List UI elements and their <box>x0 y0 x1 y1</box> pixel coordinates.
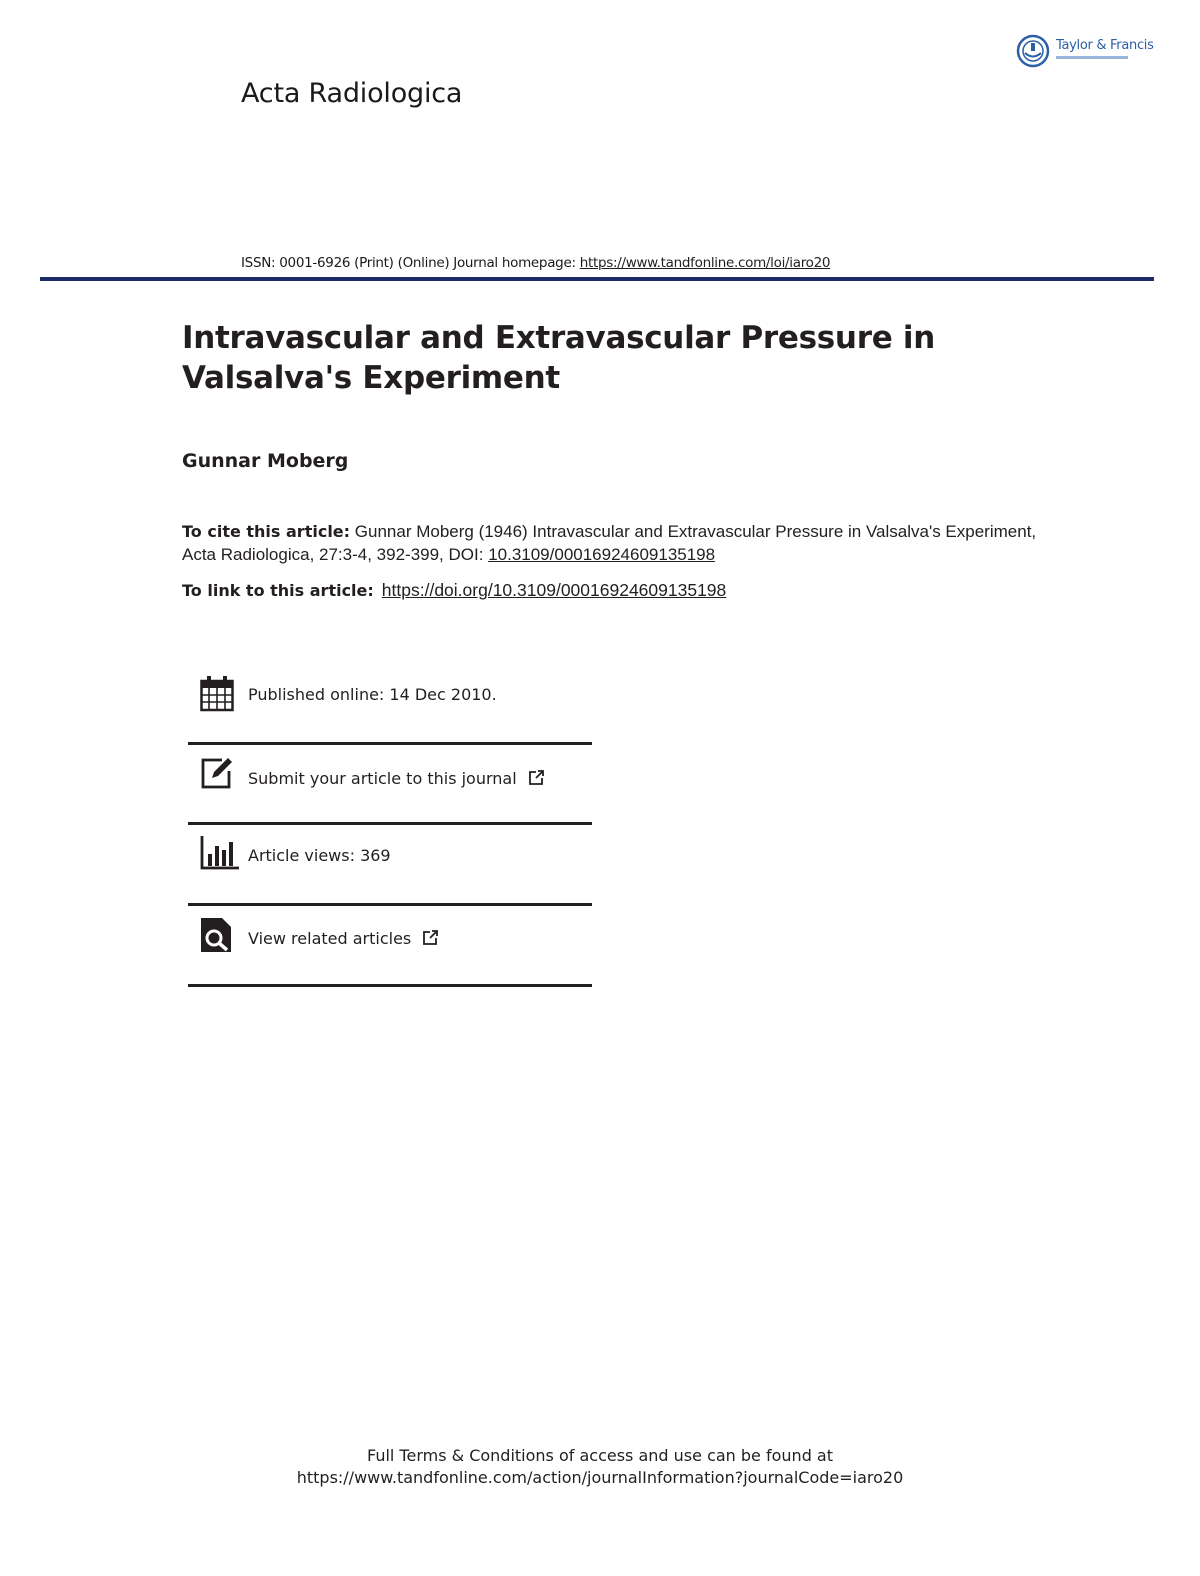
footer <box>0 1445 1200 1489</box>
article-views-row <box>188 828 592 908</box>
external-link-icon <box>422 929 439 946</box>
published-online-text: Published online: 14 Dec 2010. <box>248 685 497 704</box>
header-rule <box>40 277 1154 281</box>
article-link-label: To link to this article: <box>182 581 374 600</box>
submit-article-row <box>248 769 545 788</box>
publisher-name: Taylor & Francis <box>1056 38 1154 53</box>
article-title-line2: Valsalva's Experiment <box>182 360 560 396</box>
search-document-icon <box>200 917 234 953</box>
article-title-line1: Intravascular and Extravascular Pressure in <box>182 320 936 356</box>
external-link-icon <box>528 769 545 786</box>
related-articles-text: View related articles <box>248 929 412 948</box>
related-articles-link[interactable] <box>188 909 592 989</box>
journal-title: Acta Radiologica <box>241 78 463 109</box>
footer-terms-text: Full Terms & Conditions of access and use can be found at <box>366 1446 834 1465</box>
issn-line <box>241 255 830 271</box>
publisher-tagline <box>1056 56 1128 59</box>
citation-doi-link[interactable]: 10.3109/00016924609135198 <box>488 545 716 564</box>
bar-chart-icon <box>200 834 240 870</box>
article-title <box>182 318 942 398</box>
article-views-text: Article views: 369 <box>248 846 391 865</box>
divider <box>188 984 592 987</box>
citation-block <box>182 520 1042 566</box>
divider <box>188 822 592 825</box>
related-articles-row <box>248 929 439 948</box>
divider <box>188 903 592 906</box>
citation-label: To cite this article: <box>182 522 351 541</box>
author-name: Gunnar Moberg <box>182 450 349 472</box>
divider <box>188 742 592 745</box>
publisher-logo <box>1016 34 1166 70</box>
published-online-row <box>188 668 592 748</box>
issn-text: ISSN: 0001-6926 (Print) (Online) Journal homepage: <box>241 255 580 271</box>
submit-article-text: Submit your article to this journal <box>248 769 517 788</box>
submit-article-link[interactable] <box>188 748 592 828</box>
article-link-block <box>182 580 726 601</box>
taylor-francis-logo-icon <box>1016 34 1050 68</box>
journal-homepage-link[interactable]: https://www.tandfonline.com/loi/iaro20 <box>579 255 831 271</box>
footer-terms-url[interactable]: https://www.tandfonline.com/action/journalInformation?journalCode=iaro20 <box>296 1468 904 1487</box>
article-doi-url-link[interactable]: https://doi.org/10.3109/00016924609135198 <box>381 580 727 600</box>
edit-icon <box>200 754 234 790</box>
calendar-icon <box>200 676 234 712</box>
citation-text: Gunnar Moberg (1946) Intravascular and Extravascular Pressure in Valsalva's Experiment, Acta Radiologica, 27:3-4, 392-399, DOI: <box>182 522 1037 564</box>
